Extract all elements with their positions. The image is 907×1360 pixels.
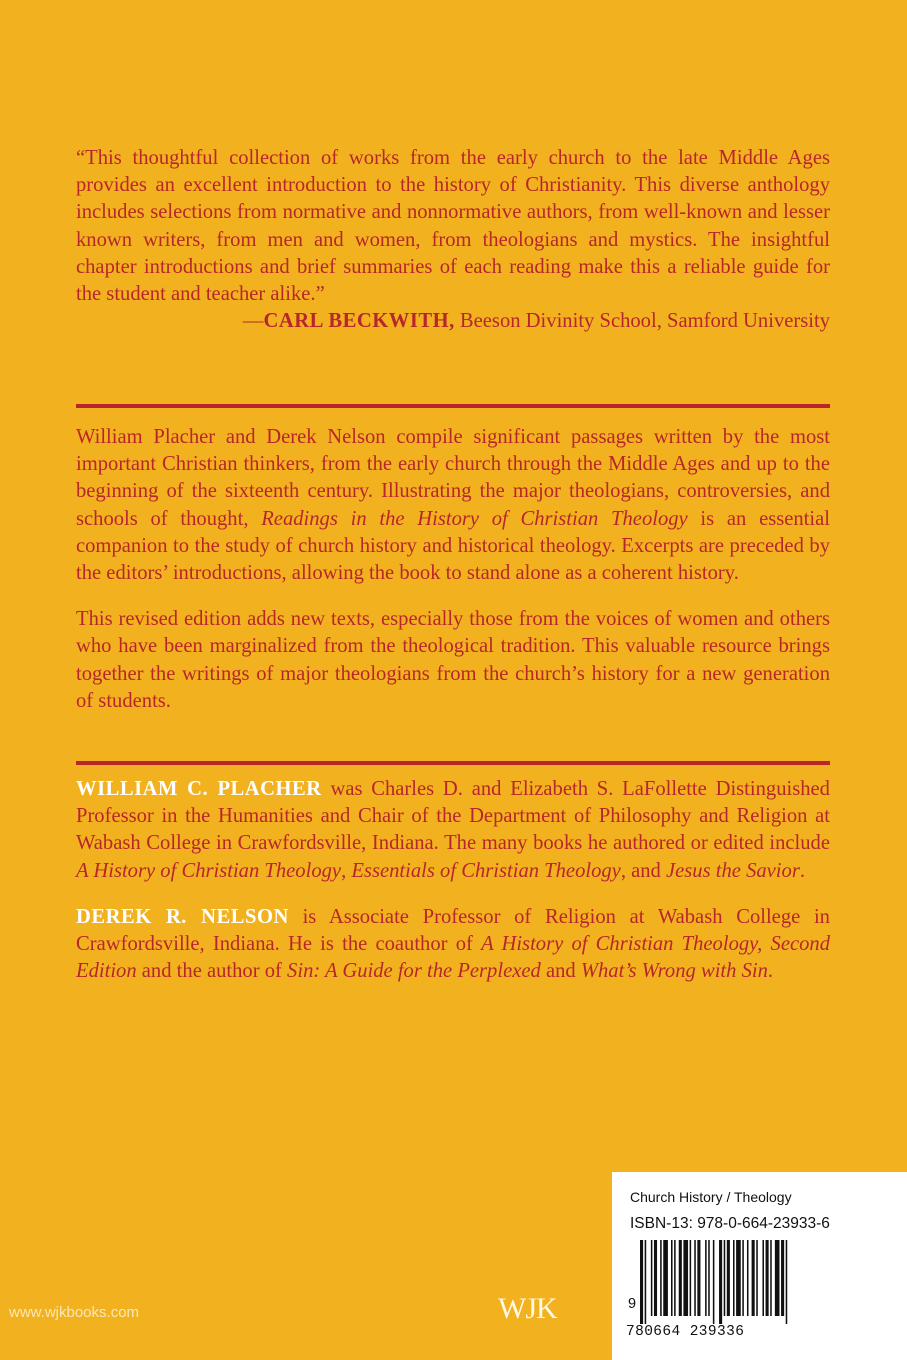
reviewer-affiliation: Beeson Divinity School, Samford University (454, 310, 830, 333)
separator: and (540, 960, 581, 983)
book-title: Jesus the Savior (666, 859, 800, 882)
book-title: Essentials of Christian Theology (351, 859, 621, 882)
barcode-bar (762, 1240, 764, 1316)
description-section (76, 424, 830, 715)
barcode-bar (651, 1240, 653, 1316)
author-name-placher: WILLIAM C. PLACHER (76, 778, 322, 800)
authors-section (76, 776, 830, 985)
attribution-dash: — (242, 310, 264, 333)
barcode-digits: 780664 239336 (626, 1324, 745, 1340)
barcode-bar (736, 1240, 741, 1316)
barcode-bar (645, 1240, 647, 1324)
barcode-bar (708, 1240, 710, 1316)
barcode-bar (781, 1240, 784, 1316)
barcode-bar (713, 1240, 715, 1324)
author-bio-placher (76, 776, 830, 885)
bio-text: was Charles D. and Elizabeth S. LaFollette Distinguished Professor in the Humanities and Chair of the Department of Philosophy and Religion at Wabash College in Crawfordsville, Indiana. The many books he authored or edited include (76, 778, 830, 855)
separator: and the author of (136, 960, 288, 983)
barcode-bar (694, 1240, 696, 1316)
period: . (799, 859, 806, 882)
barcode-bars-icon (640, 1240, 840, 1324)
barcode-bar (733, 1240, 735, 1316)
author-bio-nelson (76, 904, 830, 986)
barcode-bar (660, 1240, 662, 1316)
barcode-bar (679, 1240, 682, 1316)
barcode-isbn: ISBN-13: 978-0-664-23933-6 (630, 1215, 830, 1232)
book-title: What’s Wrong with Sin (580, 960, 768, 983)
barcode-bar (770, 1240, 772, 1316)
barcode-bar (674, 1240, 676, 1316)
barcode-bar (775, 1240, 780, 1316)
book-title: Readings in the History of Christian Theology (261, 507, 688, 530)
barcode-bar (766, 1240, 769, 1316)
separator: , (341, 859, 352, 882)
barcode-first-digit: 9 (628, 1296, 637, 1312)
barcode-bar (742, 1240, 744, 1316)
barcode-bar (671, 1240, 673, 1316)
book-title: A History of Christian Theology, Second Edition (76, 933, 830, 983)
barcode-panel (612, 1172, 907, 1360)
period: . (767, 960, 774, 983)
barcode-bar (719, 1240, 722, 1324)
divider-rule-2 (76, 761, 830, 765)
review-section (76, 145, 830, 335)
barcode-bar (727, 1240, 730, 1316)
barcode-bar (786, 1240, 788, 1324)
description-paragraph-2: This revised edition adds new texts, especially those from the voices of women and others who have been marginalized from the theological tradition. This valuable resource brings together the writings of major theologians from the church’s history for a new generation of students. (76, 608, 830, 712)
description-text: William Placher and Derek Nelson compile significant passages written by the most important Christian thinkers, from the early church through the Middle Ages and up to the beginning of the sixteenth century. Illustrating the major theologians, controversies, and schools of thought, (76, 426, 830, 530)
barcode-bar (690, 1240, 692, 1316)
barcode-bar (747, 1240, 749, 1316)
barcode-bar (697, 1240, 700, 1316)
barcode-bar (756, 1240, 758, 1316)
barcode-bar (654, 1240, 657, 1316)
bio-text: is Associate Professor of Religion at Wabash College in Crawfordsville, Indiana. He is the coauthor of (76, 905, 830, 956)
divider-rule-1 (76, 404, 830, 408)
publisher-logo: WJK (498, 1292, 557, 1325)
publisher-url[interactable]: www.wjkbooks.com (9, 1304, 140, 1321)
barcode-bar (663, 1240, 668, 1316)
book-title: A History of Christian Theology (76, 859, 342, 882)
barcode-category: Church History / Theology (630, 1189, 792, 1205)
barcode-bar (724, 1240, 726, 1316)
description-text-continued: is an essential companion to the study of church history and historical theology. Excerpts are preceded by the editors’ introductions, allowing the book to stand alone as a coherent history. (76, 507, 830, 585)
description-paragraph-1 (76, 424, 830, 587)
review-quote: “This thoughtful collection of works from the early church to the late Middle Ages provides an excellent introduction to the history of Christianity. This diverse anthology includes selections from normative and nonnormative authors, from well-known and lesser known writers, from men and women, from theologians and mystics. The insightful chapter introductions and brief summaries of each reading make this a reliable guide for the student and teacher alike.” (76, 147, 830, 306)
barcode-bar (683, 1240, 688, 1316)
author-name-nelson: DEREK R. NELSON (76, 905, 289, 928)
review-attribution (76, 308, 830, 335)
barcode-bar (705, 1240, 707, 1316)
barcode-bar (752, 1240, 755, 1316)
separator: , and (620, 859, 667, 882)
barcode-bar (640, 1240, 643, 1324)
reviewer-name: CARL BECKWITH, (263, 310, 455, 333)
book-title: Sin: A Guide for the Perplexed (287, 960, 541, 983)
